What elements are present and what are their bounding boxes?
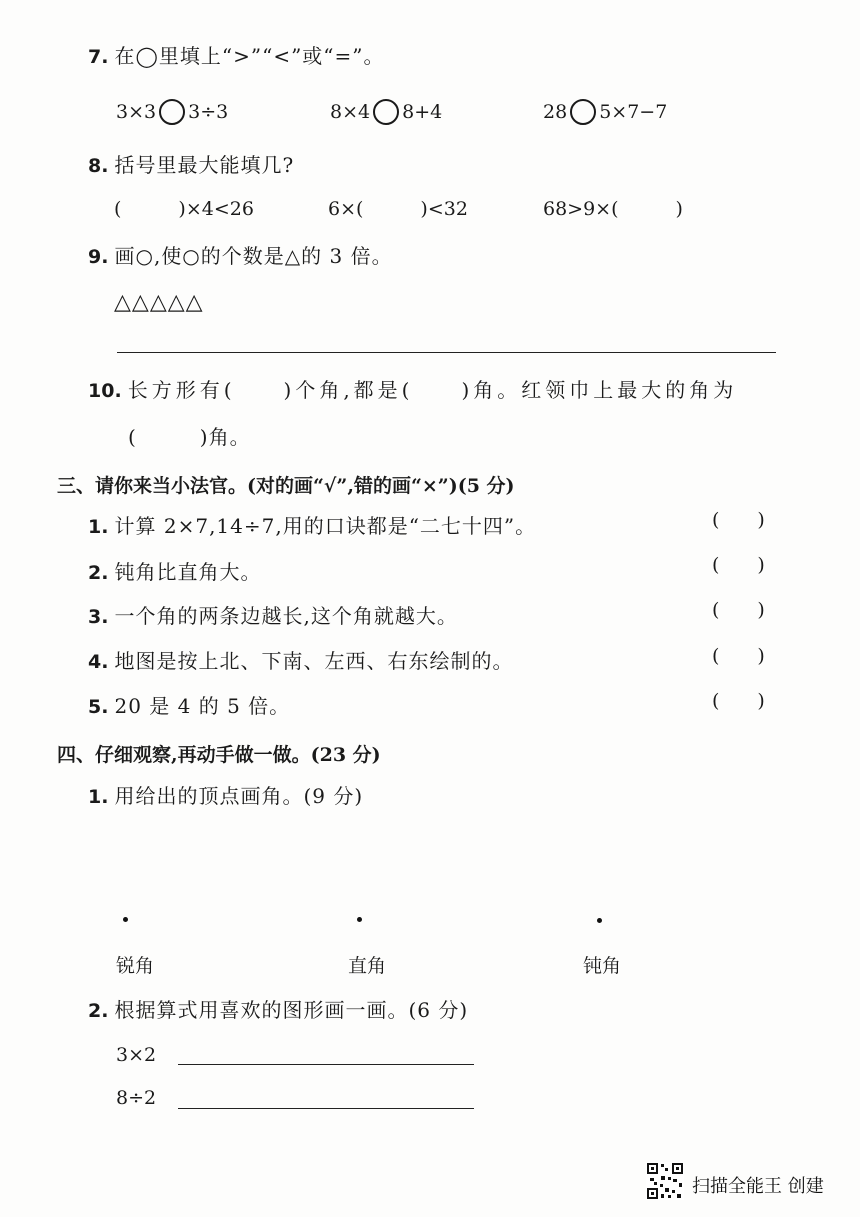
q8-heading xyxy=(88,155,294,176)
section-4-title: 四、仔细观察,再动手做一做。(23 分) xyxy=(57,744,381,766)
q10-line1 xyxy=(88,380,737,401)
answer-circle[interactable] xyxy=(159,99,185,125)
angle-label-right: 直角 xyxy=(348,955,387,977)
s4-q1-heading: 1. 用给出的顶点画角。(9 分) xyxy=(88,784,364,808)
section-3-title: 三、请你来当小法官。(对的画“√”,错的画“×”)(5 分) xyxy=(57,475,515,497)
q9-triangles: △△△△△ xyxy=(114,290,204,315)
scanner-watermark: 扫描全能王 创建 xyxy=(692,1176,824,1197)
q9-text: 画○,使○的个数是△的 3 倍。 xyxy=(114,244,393,268)
vertex-dot-obtuse[interactable] xyxy=(597,918,602,923)
q7-item-a: 3×3 3÷3 xyxy=(116,101,229,123)
judge-item: 1. 计算 2×7,14÷7,用的口诀都是“二七十四”。 xyxy=(88,514,537,538)
q8-item-b[interactable]: 6×( )<32 xyxy=(328,198,468,220)
q7-text: 在◯里填上“>”“<”或“=”。 xyxy=(114,44,385,68)
judge-item: 2. 钝角比直角大。 xyxy=(88,560,262,584)
q10-text-line1: 长方形有( )个角,都是( )角。红领巾上最大的角为 xyxy=(127,378,738,402)
drawing-answer-line[interactable] xyxy=(178,1064,474,1065)
judge-answer-paren[interactable]: ( ) xyxy=(712,509,765,531)
q7-heading xyxy=(88,46,385,67)
judge-item: 5. 20 是 4 的 5 倍。 xyxy=(88,694,291,718)
answer-circle[interactable] xyxy=(373,99,399,125)
judge-answer-paren[interactable]: ( ) xyxy=(712,645,765,667)
judge-item: 3. 一个角的两条边越长,这个角就越大。 xyxy=(88,604,458,628)
judge-item: 4. 地图是按上北、下南、左西、右东绘制的。 xyxy=(88,649,514,673)
q7-item-c: 28 5×7−7 xyxy=(543,101,668,123)
q7-number: 7. xyxy=(88,46,109,68)
vertex-dot-acute[interactable] xyxy=(123,917,128,922)
angle-label-obtuse: 钝角 xyxy=(583,955,622,977)
q8-item-c[interactable]: 68>9×( ) xyxy=(543,198,683,220)
angle-label-acute: 锐角 xyxy=(116,955,155,977)
q7-item-b: 8×4 8+4 xyxy=(330,101,443,123)
q8-text: 括号里最大能填几? xyxy=(114,153,295,177)
s4-q2-heading: 2. 根据算式用喜欢的图形画一画。(6 分) xyxy=(88,998,469,1022)
q8-number: 8. xyxy=(88,155,109,177)
drawing-answer-line[interactable] xyxy=(178,1108,474,1109)
expr-label: 8÷2 xyxy=(116,1087,157,1109)
q8-item-a[interactable]: ( )×4<26 xyxy=(114,198,254,220)
q9-heading xyxy=(88,246,393,267)
judge-answer-paren[interactable]: ( ) xyxy=(712,554,765,576)
q10-text-line2[interactable]: ( )角。 xyxy=(128,425,251,449)
judge-answer-paren[interactable]: ( ) xyxy=(712,599,765,621)
q9-answer-line[interactable] xyxy=(117,352,776,353)
vertex-dot-right[interactable] xyxy=(357,917,362,922)
q9-number: 9. xyxy=(88,246,109,268)
expr-label: 3×2 xyxy=(116,1044,157,1066)
q10-number: 10. xyxy=(88,380,122,402)
answer-circle[interactable] xyxy=(570,99,596,125)
qr-code-icon xyxy=(646,1162,684,1200)
judge-answer-paren[interactable]: ( ) xyxy=(712,690,765,712)
